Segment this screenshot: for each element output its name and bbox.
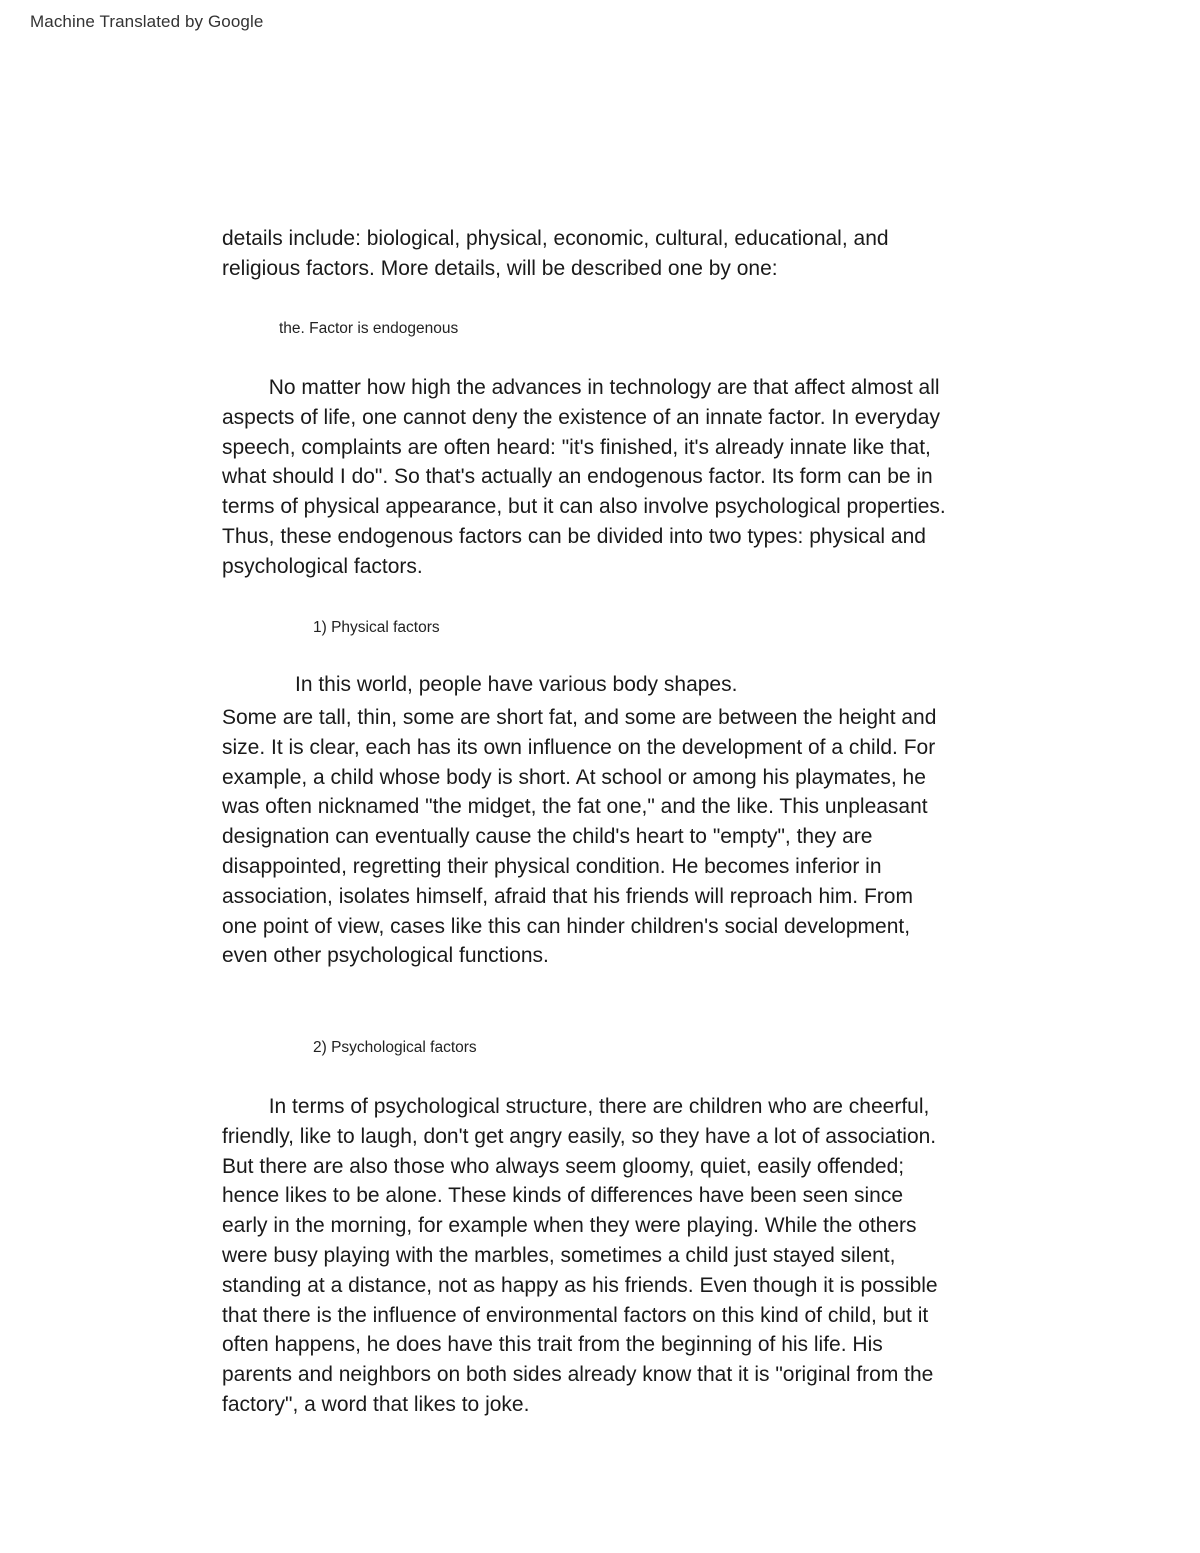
section-a-heading: the. Factor is endogenous <box>279 320 459 337</box>
section-a-paragraph: No matter how high the advances in technology are that affect almost all aspects of life, one cannot deny the existence of an innate factor. In everyday speech, complaints are often heard: "it's finished, it's already innate like that, what should I do". So that's actually an endogenous factor. Its form can be in terms of physical appearance, but it can also involve psychological properties. Thus, these endogenous factors can be divided into two types: physical and psychological factors. <box>222 376 946 578</box>
physical-factors-paragraph: Some are tall, thin, some are short fat, and some are between the height and size. It is clear, each has its own influence on the development of a child. For example, a child whose body is short. At school or among his playmates, he was often nicknamed "the midget, the fat one," and the like. This unpleasant designation can eventually cause the child's heart to "empty", they are disappointed, regretting their physical condition. He becomes inferior in association, isolates himself, afraid that his friends will reproach him. From one point of view, cases like this can hinder children's social development, even other psychological functions. <box>222 706 937 968</box>
machine-translation-notice: Machine Translated by Google <box>30 12 264 31</box>
psychological-factors-paragraph: In terms of psychological structure, there are children who are cheerful, friendly, like to laugh, don't get angry easily, so they have a lot of association. But there are also those who always seem gloomy, quiet, easily offended; hence likes to be alone. These kinds of differences have been seen since early in the morning, for example when they were playing. While the others were busy playing with the marbles, sometimes a child just stayed silent, standing at a distance, not as happy as his friends. Even though it is possible that there is the influence of environmental factors on this kind of child, but it often happens, he does have this trait from the beginning of his life. His parents and neighbors on both sides already know that it is "original from the factory", a word that likes to joke. <box>222 1095 938 1416</box>
intro-paragraph: details include: biological, physical, economic, cultural, educational, and religious factors. More details, will be described one by one: <box>222 227 889 280</box>
physical-factors-first-line: In this world, people have various body shapes. <box>295 673 738 696</box>
psychological-factors-heading: 2) Psychological factors <box>313 1039 477 1056</box>
physical-factors-heading: 1) Physical factors <box>313 619 440 636</box>
